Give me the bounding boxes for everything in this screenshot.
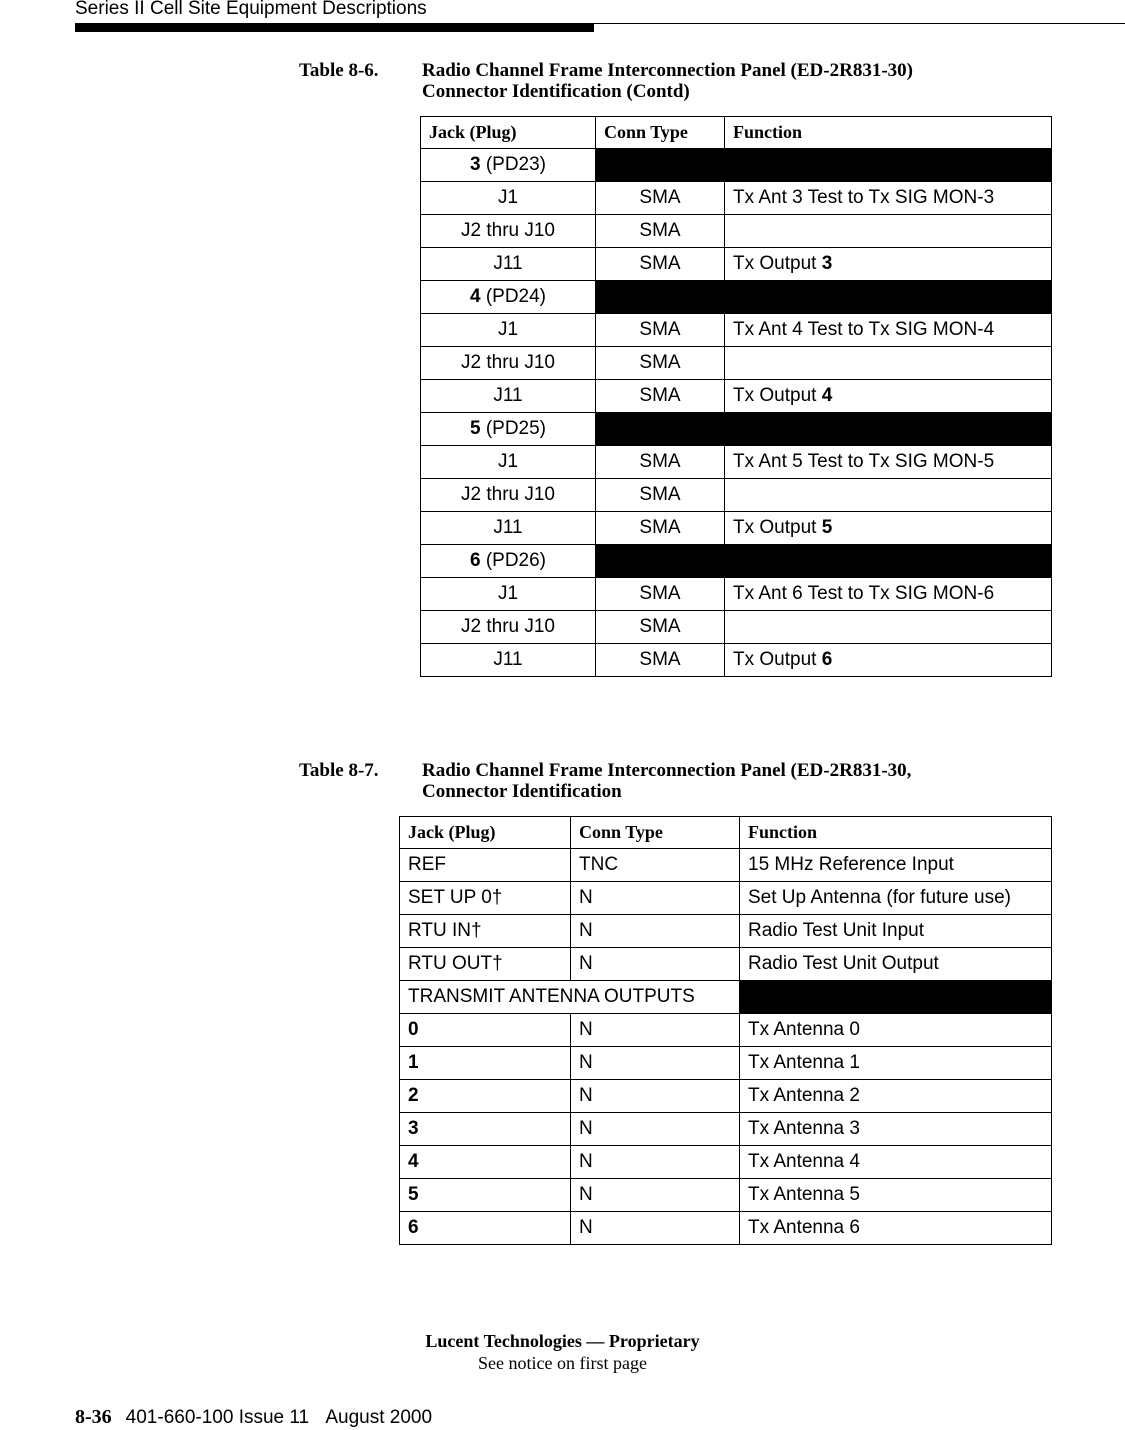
table7-col-type: Conn Type: [571, 817, 740, 849]
conn-type-cell: N: [571, 1179, 740, 1212]
function-cell: Tx Antenna 0: [740, 1014, 1052, 1047]
conn-type-cell: SMA: [596, 644, 725, 677]
function-bold: 5: [821, 517, 833, 538]
table-row: [400, 1212, 1052, 1245]
table-row: [400, 1146, 1052, 1179]
conn-type-cell: N: [571, 1146, 740, 1179]
conn-type-cell: N: [571, 1212, 740, 1245]
jack-cell: J1: [421, 182, 596, 215]
section-shaded-cell: [740, 981, 1052, 1014]
table-row: [400, 915, 1052, 948]
function-cell: [725, 512, 1052, 545]
footer-proprietary: Lucent Technologies — Proprietary: [425, 1331, 700, 1351]
table-row: [421, 248, 1052, 281]
table-row: [400, 1047, 1052, 1080]
jack-cell: J1: [421, 314, 596, 347]
conn-type-cell: SMA: [596, 578, 725, 611]
header-rule-thick: [75, 24, 594, 32]
table-row: [421, 512, 1052, 545]
group-shaded-cell: [596, 281, 1052, 314]
function-cell: 15 MHz Reference Input: [740, 849, 1052, 882]
table7-col-jack: Jack (Plug): [400, 817, 571, 849]
running-head: Series II Cell Site Equipment Descriptions: [75, 0, 427, 19]
table-row: [400, 1113, 1052, 1146]
table6-header-row: [421, 117, 1052, 149]
group-header-row: [421, 281, 1052, 314]
function-cell: [725, 479, 1052, 512]
function-cell: Tx Ant 3 Test to Tx SIG MON-3: [725, 182, 1052, 215]
jack-cell: RTU IN†: [400, 915, 571, 948]
jack-cell: J2 thru J10: [421, 215, 596, 248]
table-row: [421, 578, 1052, 611]
jack-cell: J2 thru J10: [421, 347, 596, 380]
conn-type-cell: N: [571, 915, 740, 948]
group-id: 4: [469, 286, 481, 307]
conn-type-cell: SMA: [596, 248, 725, 281]
conn-type-cell: SMA: [596, 347, 725, 380]
group-plug: (PD26): [485, 550, 547, 571]
jack-cell: J2 thru J10: [421, 479, 596, 512]
jack-cell: J11: [421, 512, 596, 545]
table-row: [421, 446, 1052, 479]
function-bold: 6: [821, 649, 833, 670]
table-row: [400, 882, 1052, 915]
antenna-number-cell: 2: [400, 1080, 571, 1113]
conn-type-cell: SMA: [596, 479, 725, 512]
table-row: [421, 380, 1052, 413]
function-cell: Tx Ant 5 Test to Tx SIG MON-5: [725, 446, 1052, 479]
table-row: [400, 948, 1052, 981]
table-row: [400, 849, 1052, 882]
table7-title-line2: Connector Identification: [422, 781, 622, 802]
conn-type-cell: SMA: [596, 446, 725, 479]
antenna-number-cell: 3: [400, 1113, 571, 1146]
group-shaded-cell: [596, 149, 1052, 182]
document-date: August 2000: [325, 1407, 433, 1428]
section-label: TRANSMIT ANTENNA OUTPUTS: [400, 981, 740, 1014]
table6-col-function: Function: [725, 117, 1052, 149]
jack-cell: J1: [421, 578, 596, 611]
function-cell: Tx Antenna 5: [740, 1179, 1052, 1212]
group-plug: (PD25): [485, 418, 547, 439]
conn-type-cell: N: [571, 1113, 740, 1146]
conn-type-cell: N: [571, 1014, 740, 1047]
function-cell: Tx Antenna 6: [740, 1212, 1052, 1245]
jack-cell: J11: [421, 248, 596, 281]
function-cell: [725, 611, 1052, 644]
function-cell: [725, 215, 1052, 248]
table6-col-type: Conn Type: [596, 117, 725, 149]
table-row: [400, 1179, 1052, 1212]
group-shaded-cell: [596, 545, 1052, 578]
table6-title-line2: Connector Identification (Contd): [422, 81, 690, 102]
function-cell: Radio Test Unit Output: [740, 948, 1052, 981]
function-cell: Tx Ant 4 Test to Tx SIG MON-4: [725, 314, 1052, 347]
group-shaded-cell: [596, 413, 1052, 446]
conn-type-cell: SMA: [596, 611, 725, 644]
jack-cell: J2 thru J10: [421, 611, 596, 644]
table-row: [421, 182, 1052, 215]
table6-title-line1: Radio Channel Frame Interconnection Panel (ED-2R831-30): [422, 60, 913, 81]
jack-cell: RTU OUT†: [400, 948, 571, 981]
function-cell: Tx Antenna 4: [740, 1146, 1052, 1179]
conn-type-cell: SMA: [596, 215, 725, 248]
function-cell: Tx Antenna 2: [740, 1080, 1052, 1113]
table7-col-function: Function: [740, 817, 1052, 849]
table-row: [421, 347, 1052, 380]
antenna-number-cell: 1: [400, 1047, 571, 1080]
table-row: [421, 314, 1052, 347]
function-prefix: Tx Output: [733, 517, 822, 538]
group-plug: (PD23): [485, 154, 547, 175]
table-row: [421, 479, 1052, 512]
function-cell: Tx Antenna 3: [740, 1113, 1052, 1146]
section-row: [400, 981, 1052, 1014]
group-jack-cell: [421, 413, 596, 446]
table6-number: Table 8-6.: [299, 60, 379, 81]
page-number: 8-36: [75, 1406, 112, 1428]
group-id: 5: [469, 418, 481, 439]
conn-type-cell: SMA: [596, 380, 725, 413]
jack-cell: REF: [400, 849, 571, 882]
page-footer: [75, 1406, 432, 1429]
group-header-row: [421, 545, 1052, 578]
group-id: 6: [469, 550, 481, 571]
table7: [399, 816, 1052, 1245]
table-row: [421, 215, 1052, 248]
function-prefix: Tx Output: [733, 649, 822, 670]
function-cell: Tx Antenna 1: [740, 1047, 1052, 1080]
group-plug: (PD24): [485, 286, 547, 307]
table7-number: Table 8-7.: [299, 760, 379, 781]
antenna-number-cell: 4: [400, 1146, 571, 1179]
table-row: [400, 1080, 1052, 1113]
function-cell: [725, 644, 1052, 677]
antenna-number-cell: 0: [400, 1014, 571, 1047]
function-cell: Tx Ant 6 Test to Tx SIG MON-6: [725, 578, 1052, 611]
conn-type-cell: N: [571, 1080, 740, 1113]
group-jack-cell: [421, 149, 596, 182]
conn-type-cell: N: [571, 1047, 740, 1080]
jack-cell: J11: [421, 644, 596, 677]
function-cell: [725, 248, 1052, 281]
function-cell: Set Up Antenna (for future use): [740, 882, 1052, 915]
table6-caption: [299, 60, 1059, 104]
function-prefix: Tx Output: [733, 253, 822, 274]
conn-type-cell: SMA: [596, 314, 725, 347]
jack-cell: SET UP 0†: [400, 882, 571, 915]
antenna-number-cell: 5: [400, 1179, 571, 1212]
group-jack-cell: [421, 281, 596, 314]
conn-type-cell: TNC: [571, 849, 740, 882]
document-number: 401-660-100 Issue 11: [125, 1407, 310, 1428]
antenna-number-cell: 6: [400, 1212, 571, 1245]
table-row: [400, 1014, 1052, 1047]
conn-type-cell: SMA: [596, 182, 725, 215]
function-prefix: Tx Output: [733, 385, 822, 406]
group-header-row: [421, 149, 1052, 182]
jack-cell: J1: [421, 446, 596, 479]
group-jack-cell: [421, 545, 596, 578]
footer-notice: See notice on first page: [478, 1353, 647, 1373]
table7-header-row: [400, 817, 1052, 849]
table6-col-jack: Jack (Plug): [421, 117, 596, 149]
table7-caption: [299, 760, 1059, 804]
conn-type-cell: N: [571, 948, 740, 981]
function-bold: 4: [821, 385, 833, 406]
conn-type-cell: SMA: [596, 512, 725, 545]
function-cell: Radio Test Unit Input: [740, 915, 1052, 948]
function-cell: [725, 380, 1052, 413]
function-bold: 3: [821, 253, 833, 274]
table7-title-line1: Radio Channel Frame Interconnection Panel (ED-2R831-30,: [422, 760, 912, 781]
conn-type-cell: N: [571, 882, 740, 915]
function-cell: [725, 347, 1052, 380]
table-row: [421, 611, 1052, 644]
group-header-row: [421, 413, 1052, 446]
table6: [420, 116, 1052, 677]
jack-cell: J11: [421, 380, 596, 413]
table-row: [421, 644, 1052, 677]
group-id: 3: [469, 154, 481, 175]
